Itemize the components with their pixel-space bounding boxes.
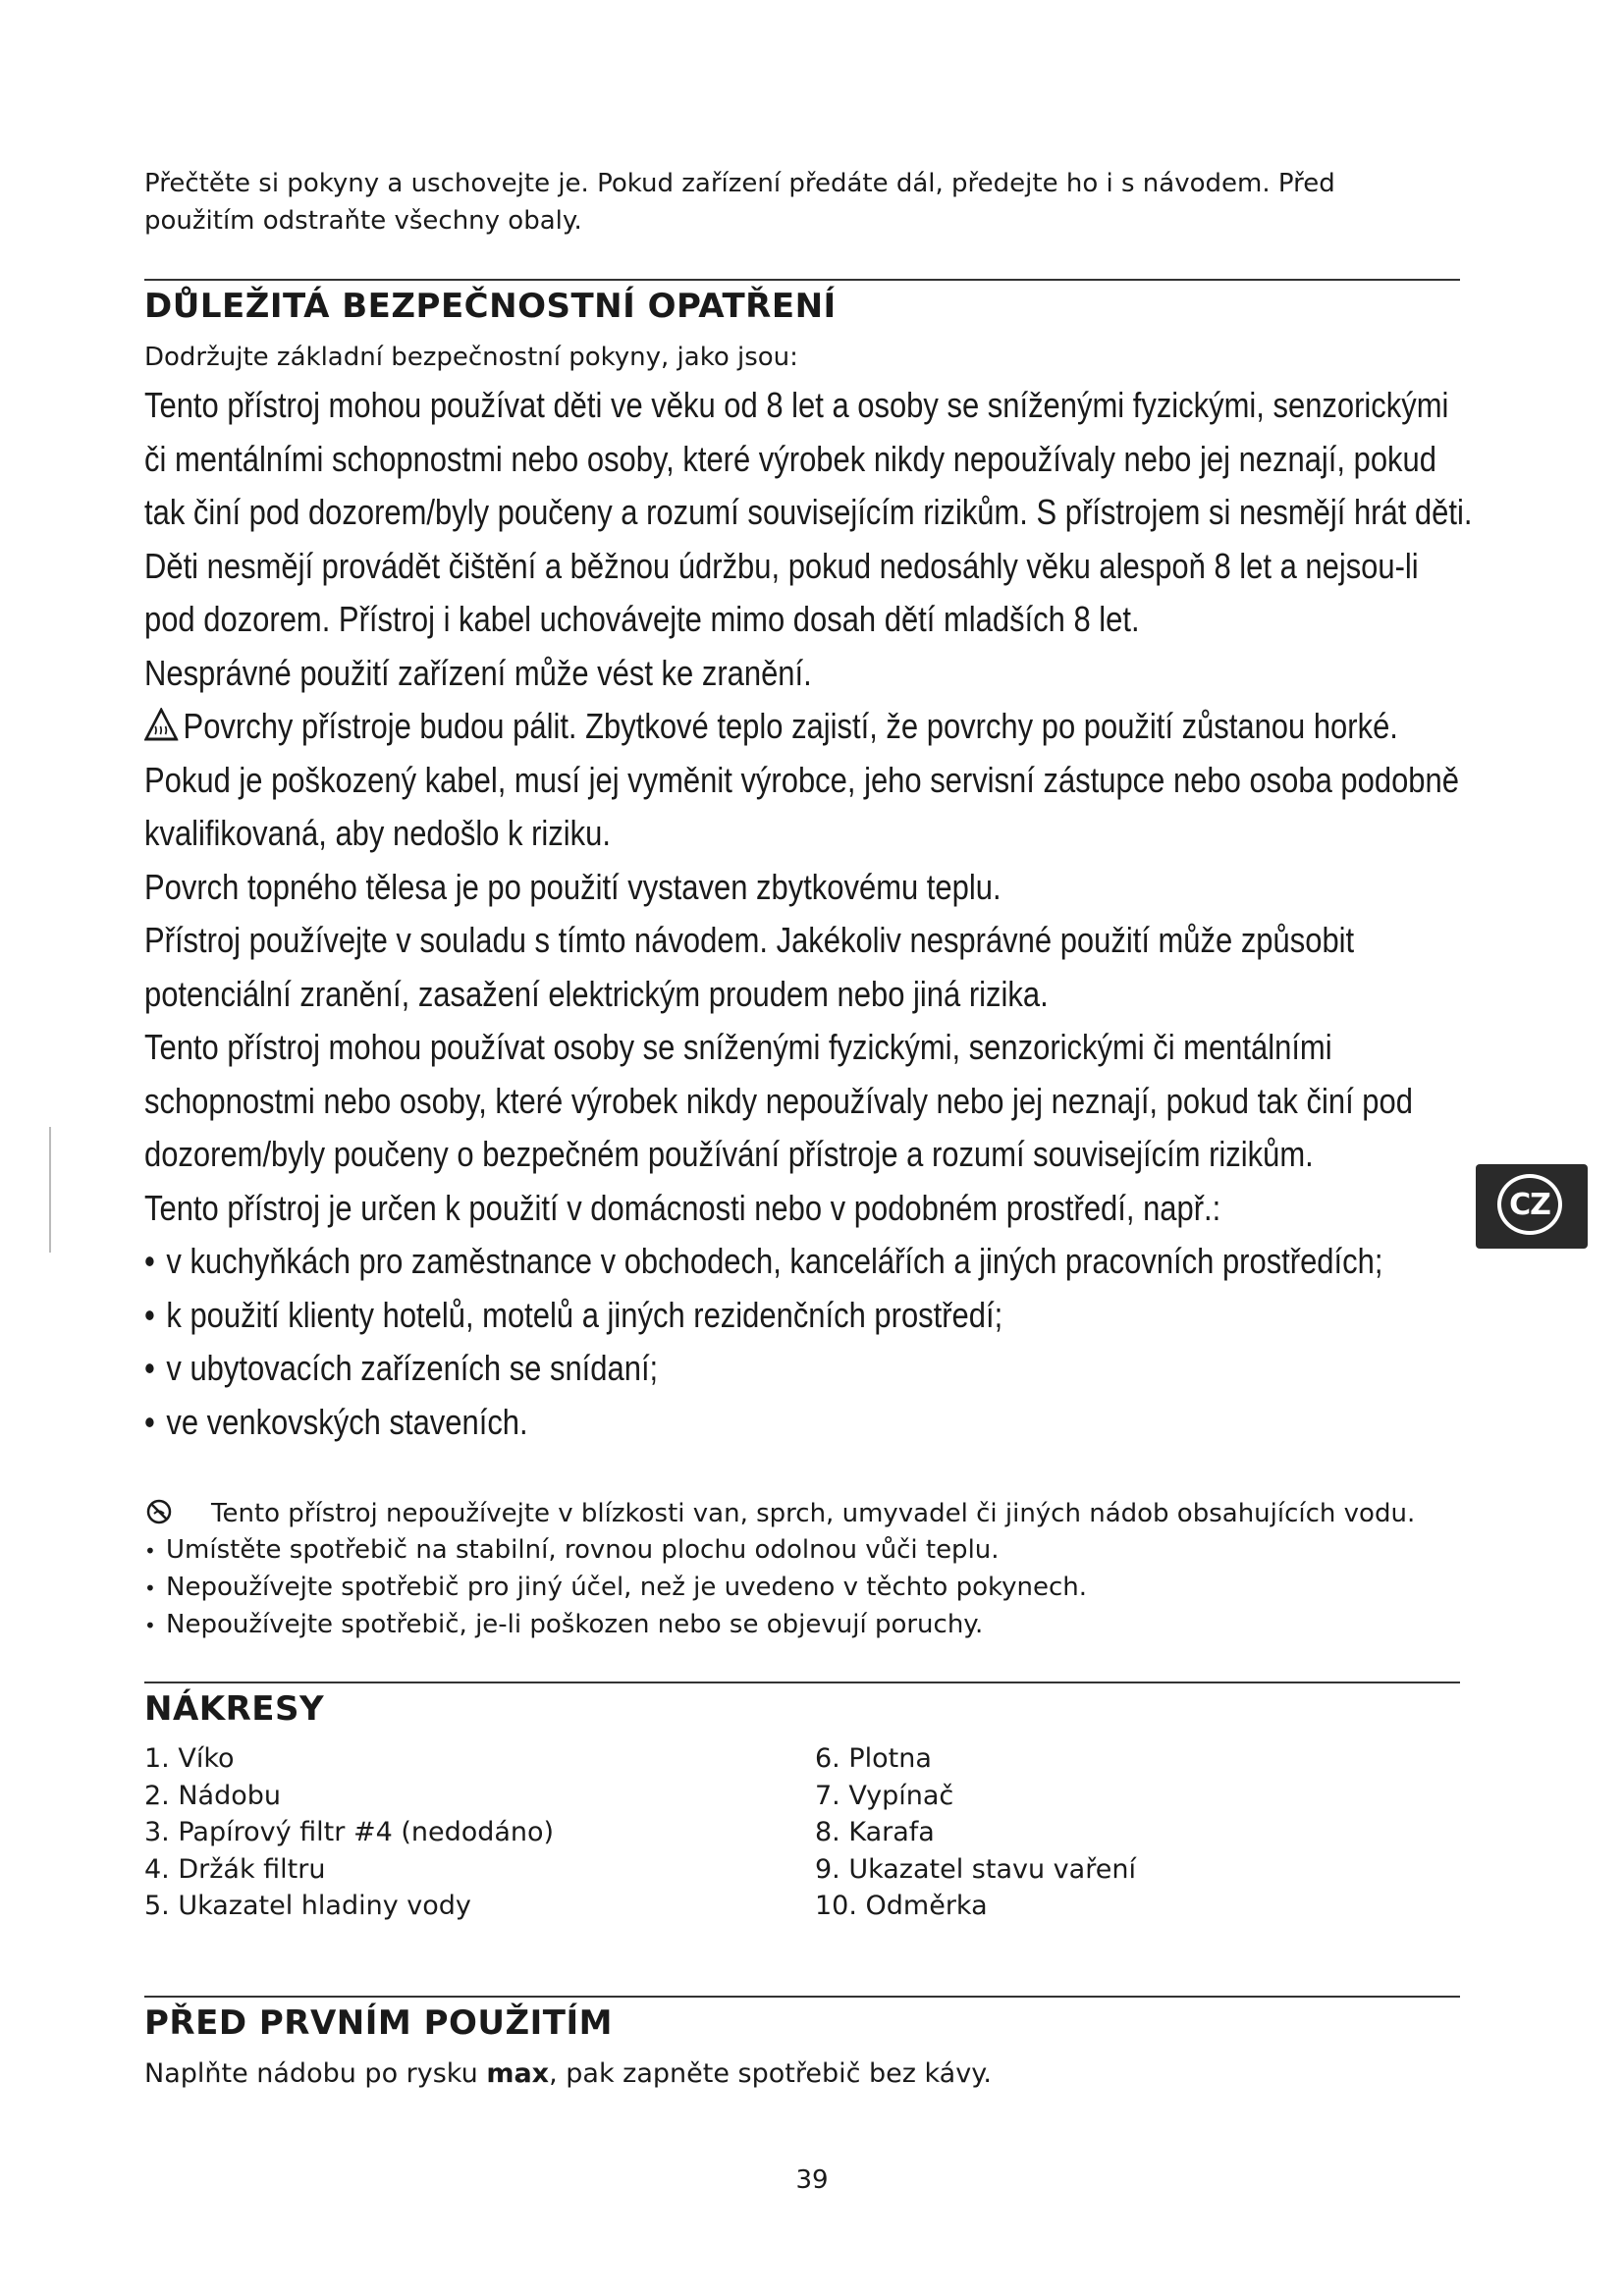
drawing-part-item: 6. Plotna — [815, 1743, 932, 1774]
language-tab — [1476, 1164, 1588, 1249]
small-bullet-item: • Nepoužívejte spotřebič pro jiný účel, než je uvedeno v těchto pokynech. — [144, 1570, 1460, 1607]
drawing-part-item: 2. Nádobu — [144, 1780, 281, 1811]
drawing-part-item: 8. Karafa — [815, 1817, 935, 1847]
margin-line — [49, 1127, 51, 1253]
small-warnings — [144, 1496, 1460, 1644]
safety-para-usage: Přístroj používejte v souladu s tímto návodem. Jakékoliv nesprávné použití může způsobit potenciální zranění, zasažení elektrickým proudem nebo jiná rizika. — [144, 920, 1355, 1014]
max-mark: max — [486, 2058, 550, 2089]
water-warning — [144, 1496, 1460, 1532]
first-use-heading: PŘED PRVNÍM POUŽITÍM — [144, 2003, 613, 2043]
drawing-part-item: 4. Držák filtru — [144, 1853, 326, 1885]
drawing-part-item: 3. Papírový filtr #4 (nedodáno) — [144, 1817, 555, 1847]
small-bullet-item: • Nepoužívejte spotřebič, je-li poškozen nebo se objevují poruchy. — [144, 1607, 1460, 1644]
use-list-item: • ve venkovských staveních. — [144, 1396, 1475, 1450]
first-use-text: Naplňte nádobu po rysku max, pak zapněte spotřebič bez kávy. — [144, 2058, 992, 2089]
drawing-part-item: 1. Víko — [144, 1743, 235, 1774]
drawing-part-item: 10. Odměrka — [815, 1891, 988, 1921]
safety-para-reduced-abilities: Tento přístroj mohou používat osoby se sníženými fyzickými, senzorickými či mentálními schopnostmi nebo osoby, které výrobek nikdy nepoužívaly nebo jej neznají, pokud tak činí pod dozorem/byly poučeny o bezpečném používání přístroje a rozumí souvisejícím rizikům. — [144, 1027, 1413, 1174]
safety-subtitle: Dodržujte základní bezpečnostní pokyny, jako jsou: — [144, 343, 798, 372]
use-list-item: • k použití klienty hotelů, motelů a jiných rezidenčních prostředí; — [144, 1289, 1475, 1343]
safety-para-cable: Pokud je poškozený kabel, musí jej vyměnit výrobce, jeho servisní zástupce nebo osoba podobně kvalifikovaná, aby nedošlo k riziku. — [144, 759, 1459, 853]
hot-surface-warning-icon — [144, 708, 178, 741]
safety-instructions — [144, 379, 1475, 1449]
drawings-heading: NÁKRESY — [144, 1689, 325, 1729]
safety-para-household: Tento přístroj je určen k použití v domácnosti nebo v podobném prostředí, např.: — [144, 1187, 1221, 1228]
language-tab-label: CZ — [1497, 1174, 1562, 1235]
hot-surface-text: Povrchy přístroje budou pálit. Zbytkové teplo zajistí, že povrchy po použití zůstanou horké. — [183, 706, 1398, 746]
drawing-part-item: 5. Ukazatel hladiny vody — [144, 1891, 471, 1921]
section-divider — [144, 279, 1460, 281]
section-divider — [144, 1996, 1460, 1998]
use-list-item: • v ubytovacích zařízeních se snídaní; — [144, 1342, 1475, 1396]
section-divider — [144, 1682, 1460, 1683]
use-list-item: • v kuchyňkách pro zaměstnance v obchodech, kancelářích a jiných pracovních prostředích; — [144, 1235, 1475, 1289]
safety-para-hot-surface — [144, 700, 1475, 754]
drawing-part-item: 7. Vypínač — [815, 1780, 954, 1811]
safety-heading: DŮLEŽITÁ BEZPEČNOSTNÍ OPATŘENÍ — [144, 287, 837, 326]
safety-para-injury: Nesprávné použití zařízení může vést ke zranění. — [144, 652, 812, 693]
water-warning-text: Tento přístroj nepoužívejte v blízkosti van, sprch, umyvadel či jiných nádob obsahujících vodu. — [211, 1499, 1416, 1528]
drawing-part-item: 9. Ukazatel stavu vaření — [815, 1853, 1136, 1885]
drawings-list-left — [144, 1740, 554, 1925]
drawings-list-right — [815, 1740, 1136, 1925]
page-number: 39 — [795, 2165, 829, 2195]
intro-paragraph: Přečtěte si pokyny a uschovejte je. Pokud zařízení předáte dál, předejte ho i s návodem. Před použitím odstraňte všechny obaly. — [144, 169, 1335, 236]
safety-para-heating-element: Povrch topného tělesa je po použití vystaven zbytkovému teplu. — [144, 866, 1001, 907]
small-bullet-item: • Umístěte spotřebič na stabilní, rovnou plochu odolnou vůči teplu. — [144, 1532, 1460, 1570]
no-water-prohibition-icon — [146, 1499, 172, 1524]
safety-para-children: Tento přístroj mohou používat děti ve věku od 8 let a osoby se sníženými fyzickými, senzorickými či mentálními schopnostmi nebo osoby, které výrobek nikdy nepoužívaly nebo jej neznají, pokud tak činí pod dozorem/byly poučeny a rozumí souvisejícím rizikům. S přístrojem si nesmějí hrát děti. Děti nesmějí provádět čištění a běžnou údržbu, pokud nedosáhly věku alespoň 8 let a nejsou-li pod dozorem. Přístroj i kabel uchovávejte mimo dosah dětí mladších 8 let. — [144, 385, 1473, 639]
